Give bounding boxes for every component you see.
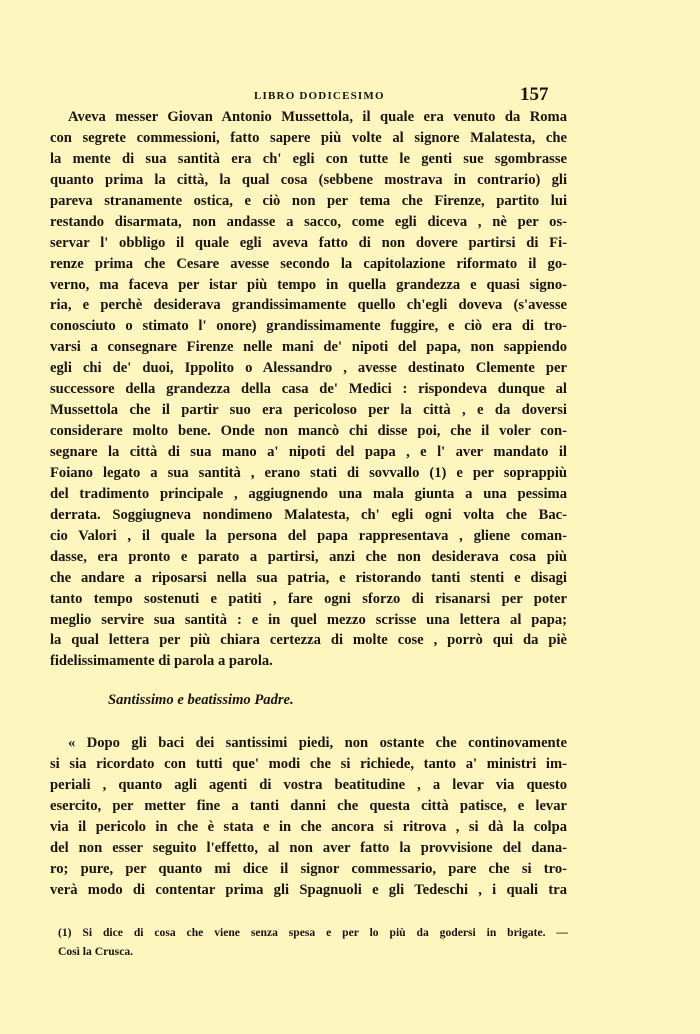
text-line: la mente di sua santità era ch' egli con tutte le genti sue sgombrasse (50, 150, 567, 167)
text-line: derrata. Soggiugneva nondimeno Malatesta, ch' egli ogni volta che Bac- (50, 506, 567, 523)
letter-heading: Santissimo e beatissimo Padre. (108, 692, 294, 708)
text-line: Mussettola che il partir suo era pericoloso per la città , e da doversi (50, 402, 567, 419)
text-line: conosciuto o stimato l' onore) grandissimamente fuggire, e ciò era di tro- (50, 318, 567, 335)
text-line: egli chi de' duoi, Ippolito o Alessandro , avesse destinato Clemente per (50, 360, 567, 377)
text-line: varsi a consegnare Firenze nelle mani de' nipoti del papa, non sappiendo (50, 339, 567, 356)
footnote-line: (1) Si dice di cosa che viene senza spesa e per lo più da godersi in brigate. — (58, 926, 568, 939)
text-line: renze prima che Cesare avesse secondo la capitolazione riformato il go- (50, 255, 567, 272)
page-header (50, 86, 550, 106)
text-line: verno, ma faceva per istar più tempo in quella grandezza e quasi signo- (50, 276, 567, 293)
text-line: tanto tempo sostenuti e patiti , fare ogni sforzo di risanarsi per poter (50, 590, 567, 607)
text-line: Foiano legato a sua santità , erano stati di sovvallo (1) e per soprappiù (50, 464, 567, 481)
text-line: restando disarmata, non andasse a sacco, come egli diceva , nè per os- (50, 213, 567, 230)
letter-paragraph (50, 733, 567, 901)
text-line: con segrete commessioni, fatto sapere più volte al signore Malatesta, che (50, 129, 567, 146)
running-head: LIBRO DODICESIMO (254, 90, 385, 102)
text-line: via il pericolo in che è stata e in che ancora si ritrova , si dà la colpa (50, 818, 567, 835)
text-line: ria, e perchè desiderava grandissimamente quello ch'egli doveva (s'avesse (50, 297, 567, 314)
text-line: Aveva messer Giovan Antonio Mussettola, il quale era venuto da Roma (68, 109, 567, 125)
text-line: esercito, per metter fine a tanti danni che questa città patisce, e levar (50, 797, 567, 814)
body-paragraph (50, 107, 567, 672)
text-line: che andare a riposarsi nella sua patria, e ristorando tanti stenti e disagi (50, 569, 567, 586)
text-line: dasse, era pronto e parato a partirsi, anzi che non desiderava cosa più (50, 548, 567, 565)
page-number: 157 (520, 84, 549, 105)
text-line: periali , quanto agli agenti di vostra beatitudine , a levar via questo (50, 776, 567, 793)
text-line: cio Valori , il quale la persona del papa rappresentava , gliene coman- (50, 527, 567, 544)
text-line: verà modo di contentar prima gli Spagnuoli e gli Tedeschi , i quali tra (50, 881, 567, 898)
text-line: si sia ricordato con tutti que' modi che si richiede, tanto a' ministri im- (50, 755, 567, 772)
text-line: del tradimento principale , aggiugnendo una mala giunta a una pessima (50, 485, 567, 502)
text-line: del non esser seguito l'effetto, al non aver fatto la provvisione del dana- (50, 839, 567, 856)
text-line: « Dopo gli baci dei santissimi piedi, non ostante che continovamente (68, 735, 567, 751)
text-line: meglio servire sua santità : e in quel mezzo scrisse una lettera al papa; (50, 611, 567, 628)
text-line: segnare la città di sua mano a' nipoti del papa , e l' aver mandato il (50, 444, 567, 460)
text-line: ro; pure, per quanto mi dice il signor commessario, pare che si tro- (50, 860, 567, 877)
text-line: fidelissimamente di parola a parola. (50, 653, 273, 670)
text-line: quanto prima la città, la qual cosa (sebbene mostrava in contrario) gli (50, 171, 567, 188)
text-line: pareva stranamente ostica, e ciò non per tema che Firenze, partito lui (50, 192, 567, 209)
footnote-line: Così la Crusca. (58, 945, 134, 958)
text-line: successore della grandezza della casa de' Medici : rispondeva dunque al (50, 381, 567, 398)
footnote (58, 923, 568, 961)
text-line: considerare molto bene. Onde non mancò chi disse poi, che il voler con- (50, 423, 567, 440)
text-line: servar l' obbligo il quale egli aveva fatto di non dovere partirsi di Fi- (50, 234, 567, 251)
text-line: la qual lettera per più chiara certezza di molte cose , porrò qui da piè (50, 632, 567, 649)
